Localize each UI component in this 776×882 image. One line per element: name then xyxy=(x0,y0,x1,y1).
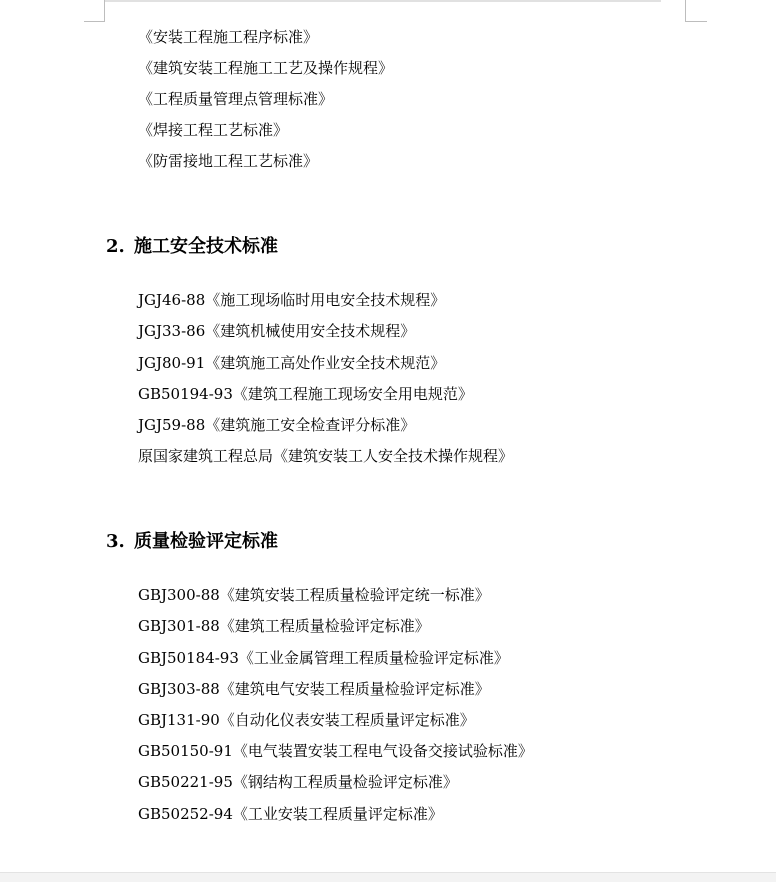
crop-mark-top-right xyxy=(685,0,686,21)
list-item-standard: GBJ300-88《建筑安装工程质量检验评定统一标准》 xyxy=(138,586,490,604)
section-number: 2. xyxy=(106,236,125,257)
list-item-standard: GBJ50184-93《工业金属管理工程质量检验评定标准》 xyxy=(138,649,509,667)
list-item-standard: GB50194-93《建筑工程施工现场安全用电规范》 xyxy=(138,385,473,403)
list-item-standard: JGJ33-86《建筑机械使用安全技术规程》 xyxy=(138,322,416,340)
list-item-standard: GBJ301-88《建筑工程质量检验评定标准》 xyxy=(138,617,430,635)
section-title: 施工安全技术标准 xyxy=(134,236,278,257)
list-item-standard: 原国家建筑工程总局《建筑安装工人安全技术操作规程》 xyxy=(138,447,514,465)
list-item-standard: 《焊接工程工艺标准》 xyxy=(138,121,289,139)
list-item-standard: JGJ59-88《建筑施工安全检查评分标准》 xyxy=(138,416,416,434)
page-top-edge xyxy=(105,0,661,2)
section-number: 3. xyxy=(106,531,125,552)
list-item-standard: GBJ131-90《自动化仪表安装工程质量评定标准》 xyxy=(138,711,475,729)
list-item-standard: GB50252-94《工业安装工程质量评定标准》 xyxy=(138,805,443,823)
list-item-standard: 《工程质量管理点管理标准》 xyxy=(138,90,334,108)
list-item-standard: JGJ46-88《施工现场临时用电安全技术规程》 xyxy=(138,291,446,309)
section-heading-quality xyxy=(106,530,278,554)
list-item-standard: 《建筑安装工程施工工艺及操作规程》 xyxy=(138,59,394,77)
list-item-standard: GBJ303-88《建筑电气安装工程质量检验评定标准》 xyxy=(138,680,490,698)
list-item-standard: JGJ80-91《建筑施工高处作业安全技术规范》 xyxy=(138,354,446,372)
list-item-standard: 《防雷接地工程工艺标准》 xyxy=(138,152,319,170)
crop-mark-top-right xyxy=(685,21,707,22)
crop-mark-top-left xyxy=(104,0,105,21)
list-item-standard: GB50150-91《电气装置安装工程电气设备交接试验标准》 xyxy=(138,742,533,760)
list-item-standard: 《安装工程施工程序标准》 xyxy=(138,28,319,46)
section-heading-safety xyxy=(106,235,278,259)
list-item-standard: GB50221-95《钢结构工程质量检验评定标准》 xyxy=(138,773,458,791)
section-title: 质量检验评定标准 xyxy=(134,531,278,552)
crop-mark-top-left xyxy=(84,21,105,22)
